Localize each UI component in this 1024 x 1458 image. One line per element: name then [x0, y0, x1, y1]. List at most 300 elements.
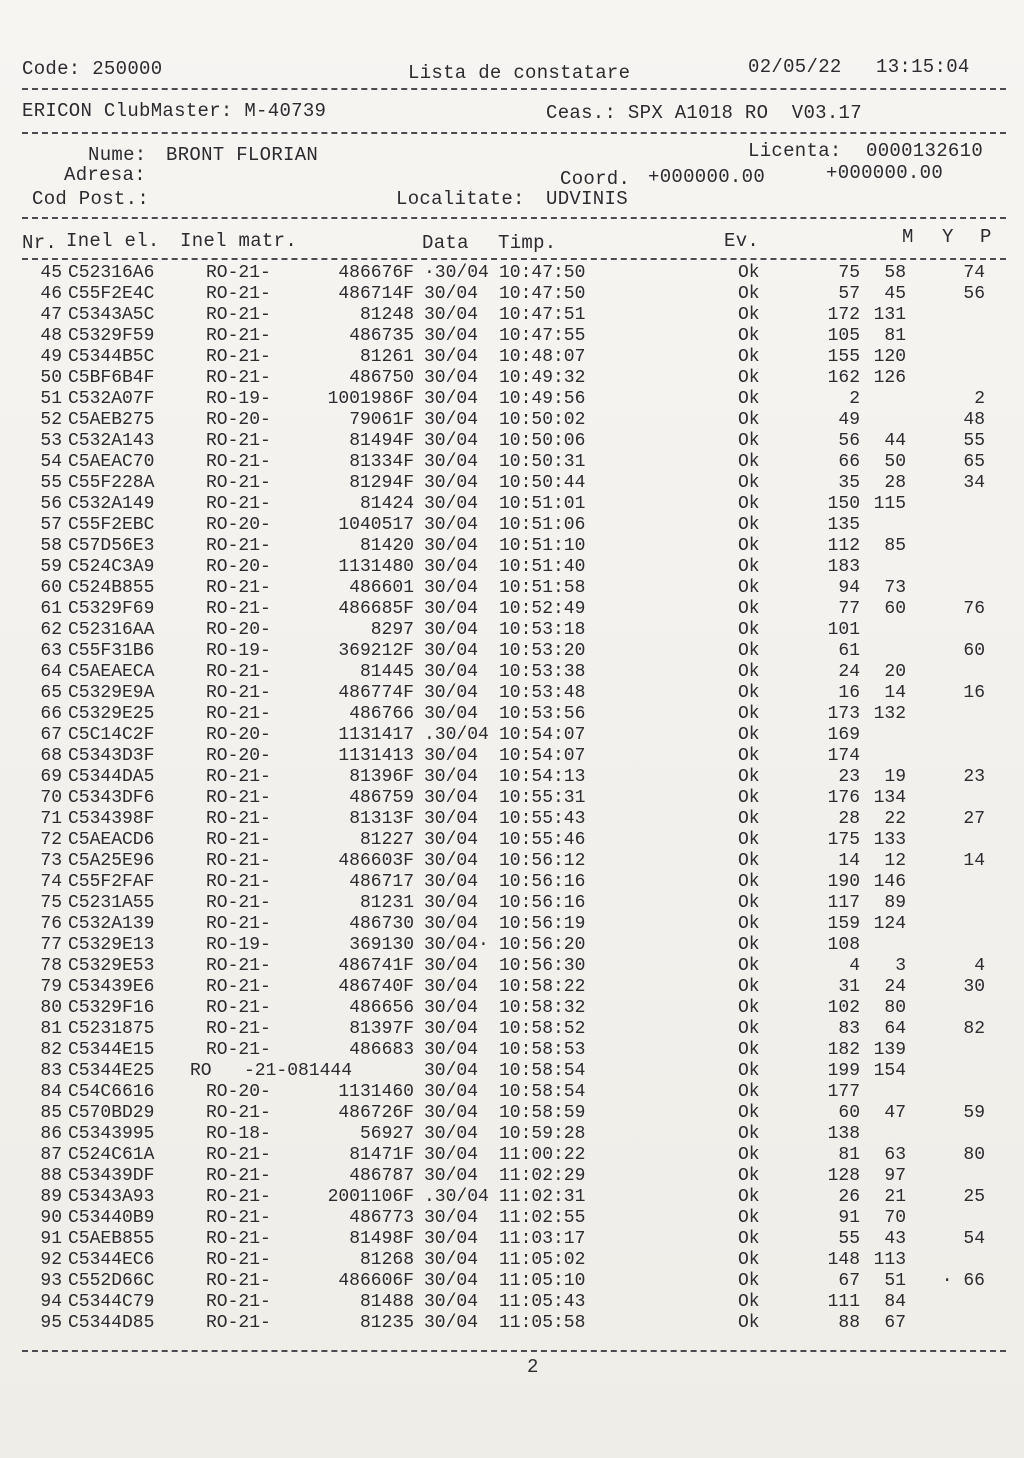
value-m: 148: [827, 1250, 860, 1270]
records-table: [0, 263, 1024, 1334]
divider: [22, 88, 1006, 90]
ring-electronic: C52316A6: [68, 263, 155, 283]
ring-number: 81420: [359, 536, 414, 556]
ring-electronic: C55F2FAF: [68, 872, 155, 892]
value-m: 135: [827, 515, 860, 535]
ring-electronic: C5231A55: [68, 893, 155, 913]
arrival-time: 10:56:12: [499, 851, 586, 871]
value-y: 133: [873, 830, 906, 850]
ring-electronic: C532A07F: [68, 389, 155, 409]
table-row: [0, 347, 1024, 368]
value-m: 175: [827, 830, 860, 850]
ring-electronic: C534398F: [68, 809, 155, 829]
ring-series: RO-21-: [206, 326, 271, 346]
arrival-date: 30/04: [424, 305, 479, 325]
arrival-time: 10:47:51: [499, 305, 586, 325]
event-status: Ok: [738, 452, 760, 472]
event-status: Ok: [738, 1019, 760, 1039]
value-y: 67: [884, 1313, 906, 1333]
event-status: Ok: [738, 830, 760, 850]
value-y: 154: [873, 1061, 906, 1081]
ring-series: RO-21-: [206, 347, 271, 367]
ring-number: 81498F: [349, 1229, 414, 1249]
ring-electronic: C5343A93: [68, 1187, 155, 1207]
table-row: [0, 935, 1024, 956]
arrival-date: 30/04: [424, 998, 479, 1018]
col-header-y: Y: [942, 226, 954, 248]
event-status: Ok: [738, 641, 760, 661]
ring-number: 81231: [359, 893, 414, 913]
arrival-time: 10:53:56: [499, 704, 586, 724]
arrival-time: 10:53:18: [499, 620, 586, 640]
arrival-date: 30/04: [424, 662, 479, 682]
value-m: 35: [838, 473, 860, 493]
arrival-date: .30/04: [424, 1187, 489, 1207]
ring-matriculation: RO -21-081444: [190, 1061, 353, 1081]
row-number: 78: [40, 956, 62, 976]
table-row: [0, 1145, 1024, 1166]
row-number: 48: [40, 326, 62, 346]
value-p: 59: [963, 1103, 985, 1123]
ring-number: 81334F: [349, 452, 414, 472]
ring-electronic: C55F2E4C: [68, 284, 155, 304]
value-y: 47: [884, 1103, 906, 1123]
event-status: Ok: [738, 557, 760, 577]
ring-electronic: C524C3A9: [68, 557, 155, 577]
value-y: 115: [873, 494, 906, 514]
ring-electronic: C524B855: [68, 578, 155, 598]
arrival-time: 11:00:22: [499, 1145, 586, 1165]
value-y: 28: [884, 473, 906, 493]
arrival-time: 10:58:54: [499, 1082, 586, 1102]
value-y: 81: [884, 326, 906, 346]
value-y: 131: [873, 305, 906, 325]
value-y: 21: [884, 1187, 906, 1207]
arrival-date: 30/04: [424, 704, 479, 724]
event-status: Ok: [738, 1229, 760, 1249]
event-status: Ok: [738, 746, 760, 766]
value-m: 91: [838, 1208, 860, 1228]
value-y: 22: [884, 809, 906, 829]
value-m: 150: [827, 494, 860, 514]
value-m: 176: [827, 788, 860, 808]
arrival-date: 30/04: [424, 977, 479, 997]
arrival-date: 30/04: [424, 1292, 479, 1312]
ring-number: 486730: [349, 914, 414, 934]
ring-series: RO-21-: [206, 473, 271, 493]
ring-number: 2001106F: [327, 1187, 414, 1207]
table-row: [0, 725, 1024, 746]
table-row: [0, 1061, 1024, 1082]
value-p: 56: [963, 284, 985, 304]
event-status: Ok: [738, 1250, 760, 1270]
event-status: Ok: [738, 767, 760, 787]
ring-series: RO-21-: [206, 914, 271, 934]
event-status: Ok: [738, 1061, 760, 1081]
arrival-date: 30/04: [424, 326, 479, 346]
ring-number: 1131413: [338, 746, 414, 766]
value-m: 155: [827, 347, 860, 367]
value-m: 117: [827, 893, 860, 913]
arrival-time: 10:56:16: [499, 872, 586, 892]
table-row: [0, 1208, 1024, 1229]
value-m: 183: [827, 557, 860, 577]
row-number: 84: [40, 1082, 62, 1102]
arrival-date: 30/04: [424, 599, 479, 619]
table-row: [0, 368, 1024, 389]
arrival-time: 10:55:43: [499, 809, 586, 829]
ring-number: 81235: [359, 1313, 414, 1333]
ring-electronic: C53439DF: [68, 1166, 155, 1186]
divider: [22, 132, 1006, 134]
ring-electronic: C5AEB275: [68, 410, 155, 430]
row-number: 69: [40, 767, 62, 787]
ring-electronic: C5329E13: [68, 935, 155, 955]
arrival-date: ·30/04: [424, 263, 489, 283]
arrival-date: 30/04: [424, 1271, 479, 1291]
ring-electronic: C53440B9: [68, 1208, 155, 1228]
value-y: 134: [873, 788, 906, 808]
row-number: 94: [40, 1292, 62, 1312]
value-m: 49: [838, 410, 860, 430]
name-label: Nume:: [88, 144, 147, 166]
address-label: Adresa:: [64, 164, 146, 186]
table-row: [0, 620, 1024, 641]
arrival-time: 10:51:10: [499, 536, 586, 556]
value-p: 30: [963, 977, 985, 997]
row-number: 73: [40, 851, 62, 871]
arrival-time: 10:53:20: [499, 641, 586, 661]
arrival-date: 30/04: [424, 557, 479, 577]
event-status: Ok: [738, 704, 760, 724]
table-row: [0, 809, 1024, 830]
row-number: 58: [40, 536, 62, 556]
ring-number: 486726F: [338, 1103, 414, 1123]
ring-series: RO-20-: [206, 557, 271, 577]
arrival-time: 10:58:59: [499, 1103, 586, 1123]
ring-number: 486656: [349, 998, 414, 1018]
row-number: 64: [40, 662, 62, 682]
ring-series: RO-21-: [206, 683, 271, 703]
arrival-date: 30/04: [424, 1250, 479, 1270]
arrival-date: 30/04: [424, 1019, 479, 1039]
ring-electronic: C532A143: [68, 431, 155, 451]
arrival-time: 10:51:40: [499, 557, 586, 577]
row-number: 54: [40, 452, 62, 472]
event-status: Ok: [738, 1082, 760, 1102]
divider: [22, 1350, 1006, 1352]
value-p: 76: [963, 599, 985, 619]
ring-number: 81445: [359, 662, 414, 682]
ring-series: RO-20-: [206, 746, 271, 766]
row-number: 85: [40, 1103, 62, 1123]
arrival-time: 10:58:53: [499, 1040, 586, 1060]
table-row: [0, 872, 1024, 893]
arrival-date: 30/04: [424, 578, 479, 598]
row-number: 80: [40, 998, 62, 1018]
event-status: Ok: [738, 263, 760, 283]
table-row: [0, 998, 1024, 1019]
ring-electronic: C5344E25: [68, 1061, 155, 1081]
col-header-timp: Timp.: [498, 232, 557, 254]
value-m: 2: [849, 389, 860, 409]
table-row: [0, 914, 1024, 935]
event-status: Ok: [738, 515, 760, 535]
value-y: 120: [873, 347, 906, 367]
ring-electronic: C5AEACD6: [68, 830, 155, 850]
value-m: 105: [827, 326, 860, 346]
arrival-time: 11:05:10: [499, 1271, 586, 1291]
device-label: ERICON ClubMaster: M-40739: [22, 100, 327, 122]
row-number: 79: [40, 977, 62, 997]
value-m: 162: [827, 368, 860, 388]
arrival-date: 30/04: [424, 956, 479, 976]
ring-series: RO-21-: [206, 767, 271, 787]
row-number: 52: [40, 410, 62, 430]
table-row: [0, 641, 1024, 662]
print-time: 13:15:04: [876, 56, 970, 78]
ring-series: RO-21-: [206, 893, 271, 913]
arrival-time: 10:48:07: [499, 347, 586, 367]
value-p: 2: [974, 389, 985, 409]
value-m: 172: [827, 305, 860, 325]
page-number: 2: [527, 1356, 539, 1378]
value-p: 34: [963, 473, 985, 493]
ring-electronic: C52316AA: [68, 620, 155, 640]
table-row: [0, 494, 1024, 515]
ring-number: 486773: [349, 1208, 414, 1228]
event-status: Ok: [738, 494, 760, 514]
value-y: 80: [884, 998, 906, 1018]
arrival-time: 11:05:58: [499, 1313, 586, 1333]
table-row: [0, 263, 1024, 284]
ring-electronic: C55F31B6: [68, 641, 155, 661]
col-header-inel-el: Inel el.: [66, 230, 160, 252]
arrival-time: 10:47:50: [499, 263, 586, 283]
arrival-date: 30/04: [424, 431, 479, 451]
ring-series: RO-21-: [206, 788, 271, 808]
ring-electronic: C55F228A: [68, 473, 155, 493]
ring-electronic: C53439E6: [68, 977, 155, 997]
arrival-time: 10:56:30: [499, 956, 586, 976]
value-p: 14: [963, 851, 985, 871]
ring-electronic: C5343A5C: [68, 305, 155, 325]
value-m: 56: [838, 431, 860, 451]
ring-electronic: C5BF6B4F: [68, 368, 155, 388]
arrival-date: 30/04: [424, 620, 479, 640]
owner-name: BRONT FLORIAN: [166, 144, 319, 166]
col-header-m: M: [902, 226, 914, 248]
arrival-date: 30/04: [424, 347, 479, 367]
value-y: 126: [873, 368, 906, 388]
ring-series: RO-19-: [206, 389, 271, 409]
table-row: [0, 956, 1024, 977]
value-y: 113: [873, 1250, 906, 1270]
ring-number: 81471F: [349, 1145, 414, 1165]
table-row: [0, 662, 1024, 683]
ring-number: 486603F: [338, 851, 414, 871]
ring-number: 486741F: [338, 956, 414, 976]
ring-series: RO-21-: [206, 977, 271, 997]
event-status: Ok: [738, 998, 760, 1018]
value-y: 20: [884, 662, 906, 682]
locality-value: UDVINIS: [546, 188, 628, 210]
event-status: Ok: [738, 473, 760, 493]
arrival-date: 30/04: [424, 1229, 479, 1249]
row-number: 47: [40, 305, 62, 325]
row-number: 86: [40, 1124, 62, 1144]
col-header-inel-matr: Inel matr.: [180, 230, 298, 252]
ring-number: 1131460: [338, 1082, 414, 1102]
event-status: Ok: [738, 1166, 760, 1186]
ring-series: RO-21-: [206, 1019, 271, 1039]
ring-number: 1040517: [338, 515, 414, 535]
row-number: 62: [40, 620, 62, 640]
event-status: Ok: [738, 956, 760, 976]
ring-electronic: C5329E9A: [68, 683, 155, 703]
value-y: 44: [884, 431, 906, 451]
ring-number: 486717: [349, 872, 414, 892]
ring-series: RO-21-: [206, 368, 271, 388]
row-number: 87: [40, 1145, 62, 1165]
table-row: [0, 284, 1024, 305]
arrival-date: 30/04: [424, 767, 479, 787]
ring-electronic: C5329E25: [68, 704, 155, 724]
arrival-time: 10:59:28: [499, 1124, 586, 1144]
ring-electronic: C5AEAC70: [68, 452, 155, 472]
value-m: 173: [827, 704, 860, 724]
arrival-time: 11:02:31: [499, 1187, 586, 1207]
row-number: 82: [40, 1040, 62, 1060]
ring-electronic: C5344DA5: [68, 767, 155, 787]
event-status: Ok: [738, 683, 760, 703]
value-m: 16: [838, 683, 860, 703]
event-status: Ok: [738, 1313, 760, 1333]
ring-series: RO-21-: [206, 956, 271, 976]
ring-number: 486750: [349, 368, 414, 388]
arrival-time: 10:58:52: [499, 1019, 586, 1039]
document-title: Lista de constatare: [408, 62, 631, 84]
arrival-time: 10:49:32: [499, 368, 586, 388]
ring-series: RO-21-: [206, 1145, 271, 1165]
event-status: Ok: [738, 935, 760, 955]
ring-electronic: C5343995: [68, 1124, 155, 1144]
row-number: 93: [40, 1271, 62, 1291]
ring-series: RO-21-: [206, 704, 271, 724]
code-label: Code: 250000: [22, 58, 163, 80]
ring-series: RO-20-: [206, 410, 271, 430]
arrival-time: 10:53:38: [499, 662, 586, 682]
value-m: 199: [827, 1061, 860, 1081]
table-row: [0, 683, 1024, 704]
table-row: [0, 578, 1024, 599]
ring-number: 1131480: [338, 557, 414, 577]
coord-x: +000000.00: [648, 166, 766, 188]
ring-electronic: C55F2EBC: [68, 515, 155, 535]
event-status: Ok: [738, 368, 760, 388]
row-number: 88: [40, 1166, 62, 1186]
arrival-date: 30/04·: [424, 935, 489, 955]
value-p: 80: [963, 1145, 985, 1165]
table-row: [0, 389, 1024, 410]
value-m: 169: [827, 725, 860, 745]
value-m: 102: [827, 998, 860, 1018]
row-number: 74: [40, 872, 62, 892]
ring-series: RO-21-: [206, 1166, 271, 1186]
event-status: Ok: [738, 1124, 760, 1144]
value-m: 77: [838, 599, 860, 619]
ring-series: RO-21-: [206, 536, 271, 556]
table-row: [0, 1229, 1024, 1250]
value-p: 74: [963, 263, 985, 283]
ring-number: 486759: [349, 788, 414, 808]
ring-number: 81424: [359, 494, 414, 514]
table-row: [0, 431, 1024, 452]
arrival-date: 30/04: [424, 851, 479, 871]
arrival-date: 30/04: [424, 452, 479, 472]
value-p: 23: [963, 767, 985, 787]
arrival-time: 10:56:19: [499, 914, 586, 934]
row-number: 66: [40, 704, 62, 724]
ring-number: 486606F: [338, 1271, 414, 1291]
value-m: 31: [838, 977, 860, 997]
ring-electronic: C57D56E3: [68, 536, 155, 556]
license-number: 0000132610: [866, 140, 984, 162]
value-p: 60: [963, 641, 985, 661]
arrival-date: 30/04: [424, 746, 479, 766]
table-row: [0, 1313, 1024, 1334]
ring-electronic: C5231875: [68, 1019, 155, 1039]
ring-series: RO-21-: [206, 284, 271, 304]
ring-number: 81268: [359, 1250, 414, 1270]
arrival-date: 30/04: [424, 641, 479, 661]
value-m: 174: [827, 746, 860, 766]
event-status: Ok: [738, 347, 760, 367]
value-y: 97: [884, 1166, 906, 1186]
ring-series: RO-21-: [206, 599, 271, 619]
value-y: 51: [884, 1271, 906, 1291]
value-p: 16: [963, 683, 985, 703]
arrival-date: 30/04: [424, 809, 479, 829]
ring-electronic: C5344D85: [68, 1313, 155, 1333]
arrival-date: 30/04: [424, 494, 479, 514]
arrival-time: 10:53:48: [499, 683, 586, 703]
value-m: 138: [827, 1124, 860, 1144]
ring-series: RO-18-: [206, 1124, 271, 1144]
clock-label: Ceas.: SPX A1018 RO V03.17: [546, 102, 862, 124]
arrival-time: 10:54:07: [499, 725, 586, 745]
row-number: 57: [40, 515, 62, 535]
value-p: 27: [963, 809, 985, 829]
arrival-time: 10:54:13: [499, 767, 586, 787]
value-y: 139: [873, 1040, 906, 1060]
print-date: 02/05/22: [748, 56, 842, 78]
row-number: 63: [40, 641, 62, 661]
ring-series: RO-21-: [206, 1229, 271, 1249]
event-status: Ok: [738, 788, 760, 808]
value-y: 64: [884, 1019, 906, 1039]
value-p: · 66: [941, 1271, 985, 1291]
value-m: 24: [838, 662, 860, 682]
ring-series: RO-21-: [206, 1103, 271, 1123]
ring-series: RO-21-: [206, 1292, 271, 1312]
event-status: Ok: [738, 620, 760, 640]
row-number: 92: [40, 1250, 62, 1270]
ring-electronic: C5C14C2F: [68, 725, 155, 745]
value-m: 190: [827, 872, 860, 892]
row-number: 70: [40, 788, 62, 808]
arrival-date: 30/04: [424, 1145, 479, 1165]
